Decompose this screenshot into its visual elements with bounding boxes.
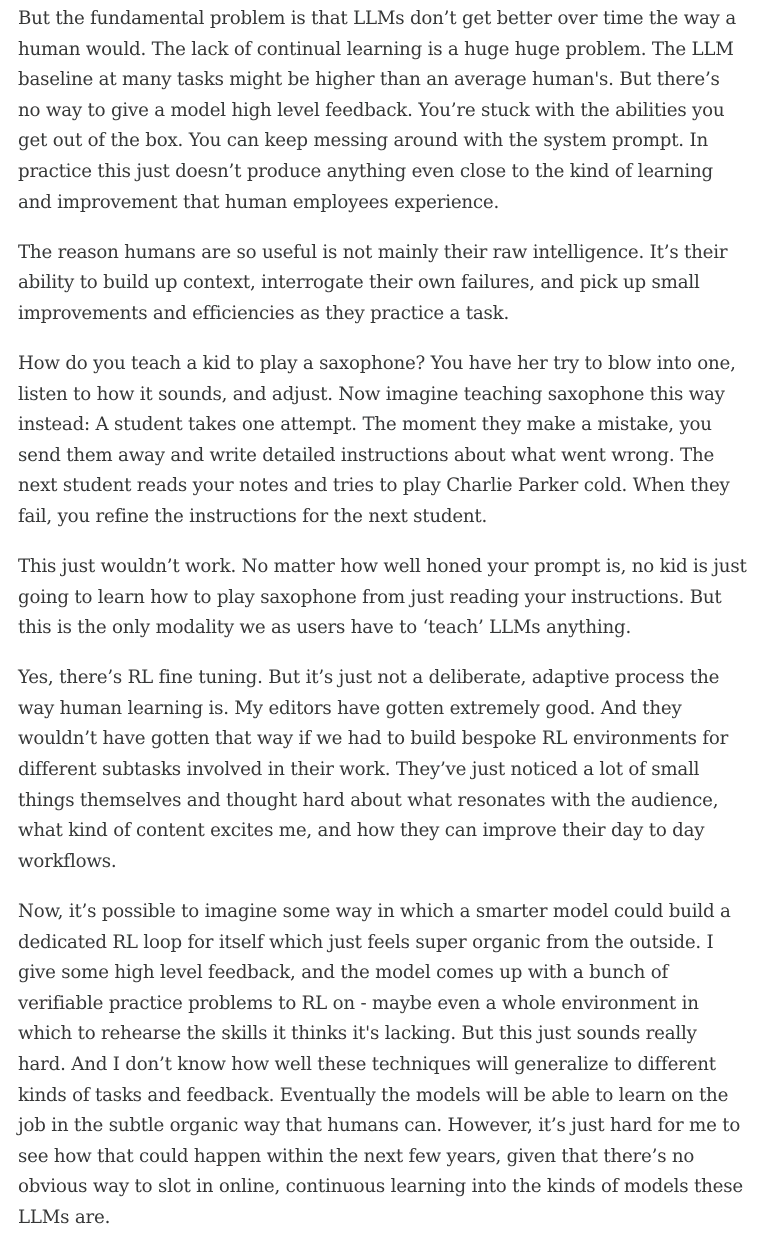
paragraph-continual-learning: But the fundamental problem is that LLMs don’t get better over time the way a human would. The lack of continual learning is a huge huge problem. The LLM baseline at many tasks might be higher than an average human's. But there’s no way to give a model high level feedback. You’re stuck with the abilities you get out of the box. You can keep messing around with the system prompt. In practice this just doesn’t produce anything even close to the kind of learning and improvement that human employees experience. <box>18 8 736 213</box>
paragraph-human-usefulness: The reason humans are so useful is not mainly their raw intelligence. It’s their ability to build up context, interrogate their own failures, and pick up small improvements and efficiencies as they practice a task. <box>18 241 728 324</box>
paragraph-saxophone-analogy: How do you teach a kid to play a saxophone? You have her try to blow into one, listen to how it sounds, and adjust. Now imagine teaching saxophone this way instead: A student takes one attempt. The moment they make a mistake, you send them away and write detailed instructions about what went wrong. The next student reads your notes and tries to play Charlie Parker cold. When they fail, you refine the instructions for the next student. <box>18 352 736 527</box>
paragraph-dedicated-rl-loop: Now, it’s possible to imagine some way in which a smarter model could build a dedicated RL loop for itself which just feels super organic from the outside. I give some high level feedback, and the model comes up with a bunch of verifiable practice problems to RL on - maybe even a whole environment in which to rehearse the skills it thinks it's lacking. But this just sounds really hard. And I don’t know how well these techniques will generalize to different kinds of tasks and feedback. Eventually the models will be able to learn on the job in the subtle organic way that humans can. However, it’s just hard for me to see how that could happen within the next few years, given that there’s no obvious way to slot in online, continuous learning into the kinds of models these LLMs are. <box>18 900 743 1228</box>
paragraph-rl-fine-tuning: Yes, there’s RL fine tuning. But it’s just not a deliberate, adaptive process the way human learning is. My editors have gotten extremely good. And they wouldn’t have gotten that way if we had to build bespoke RL environments for different subtasks involved in their work. They’ve just noticed a lot of small things themselves and thought hard about what resonates with the audience, what kind of content excites me, and how they can improve their day to day workflows. <box>18 667 729 872</box>
paragraph-wouldnt-work: This just wouldn’t work. No matter how well honed your prompt is, no kid is just going to learn how to play saxophone from just reading your instructions. But this is the only modality we as users have to ‘teach’ LLMs anything. <box>18 556 747 639</box>
